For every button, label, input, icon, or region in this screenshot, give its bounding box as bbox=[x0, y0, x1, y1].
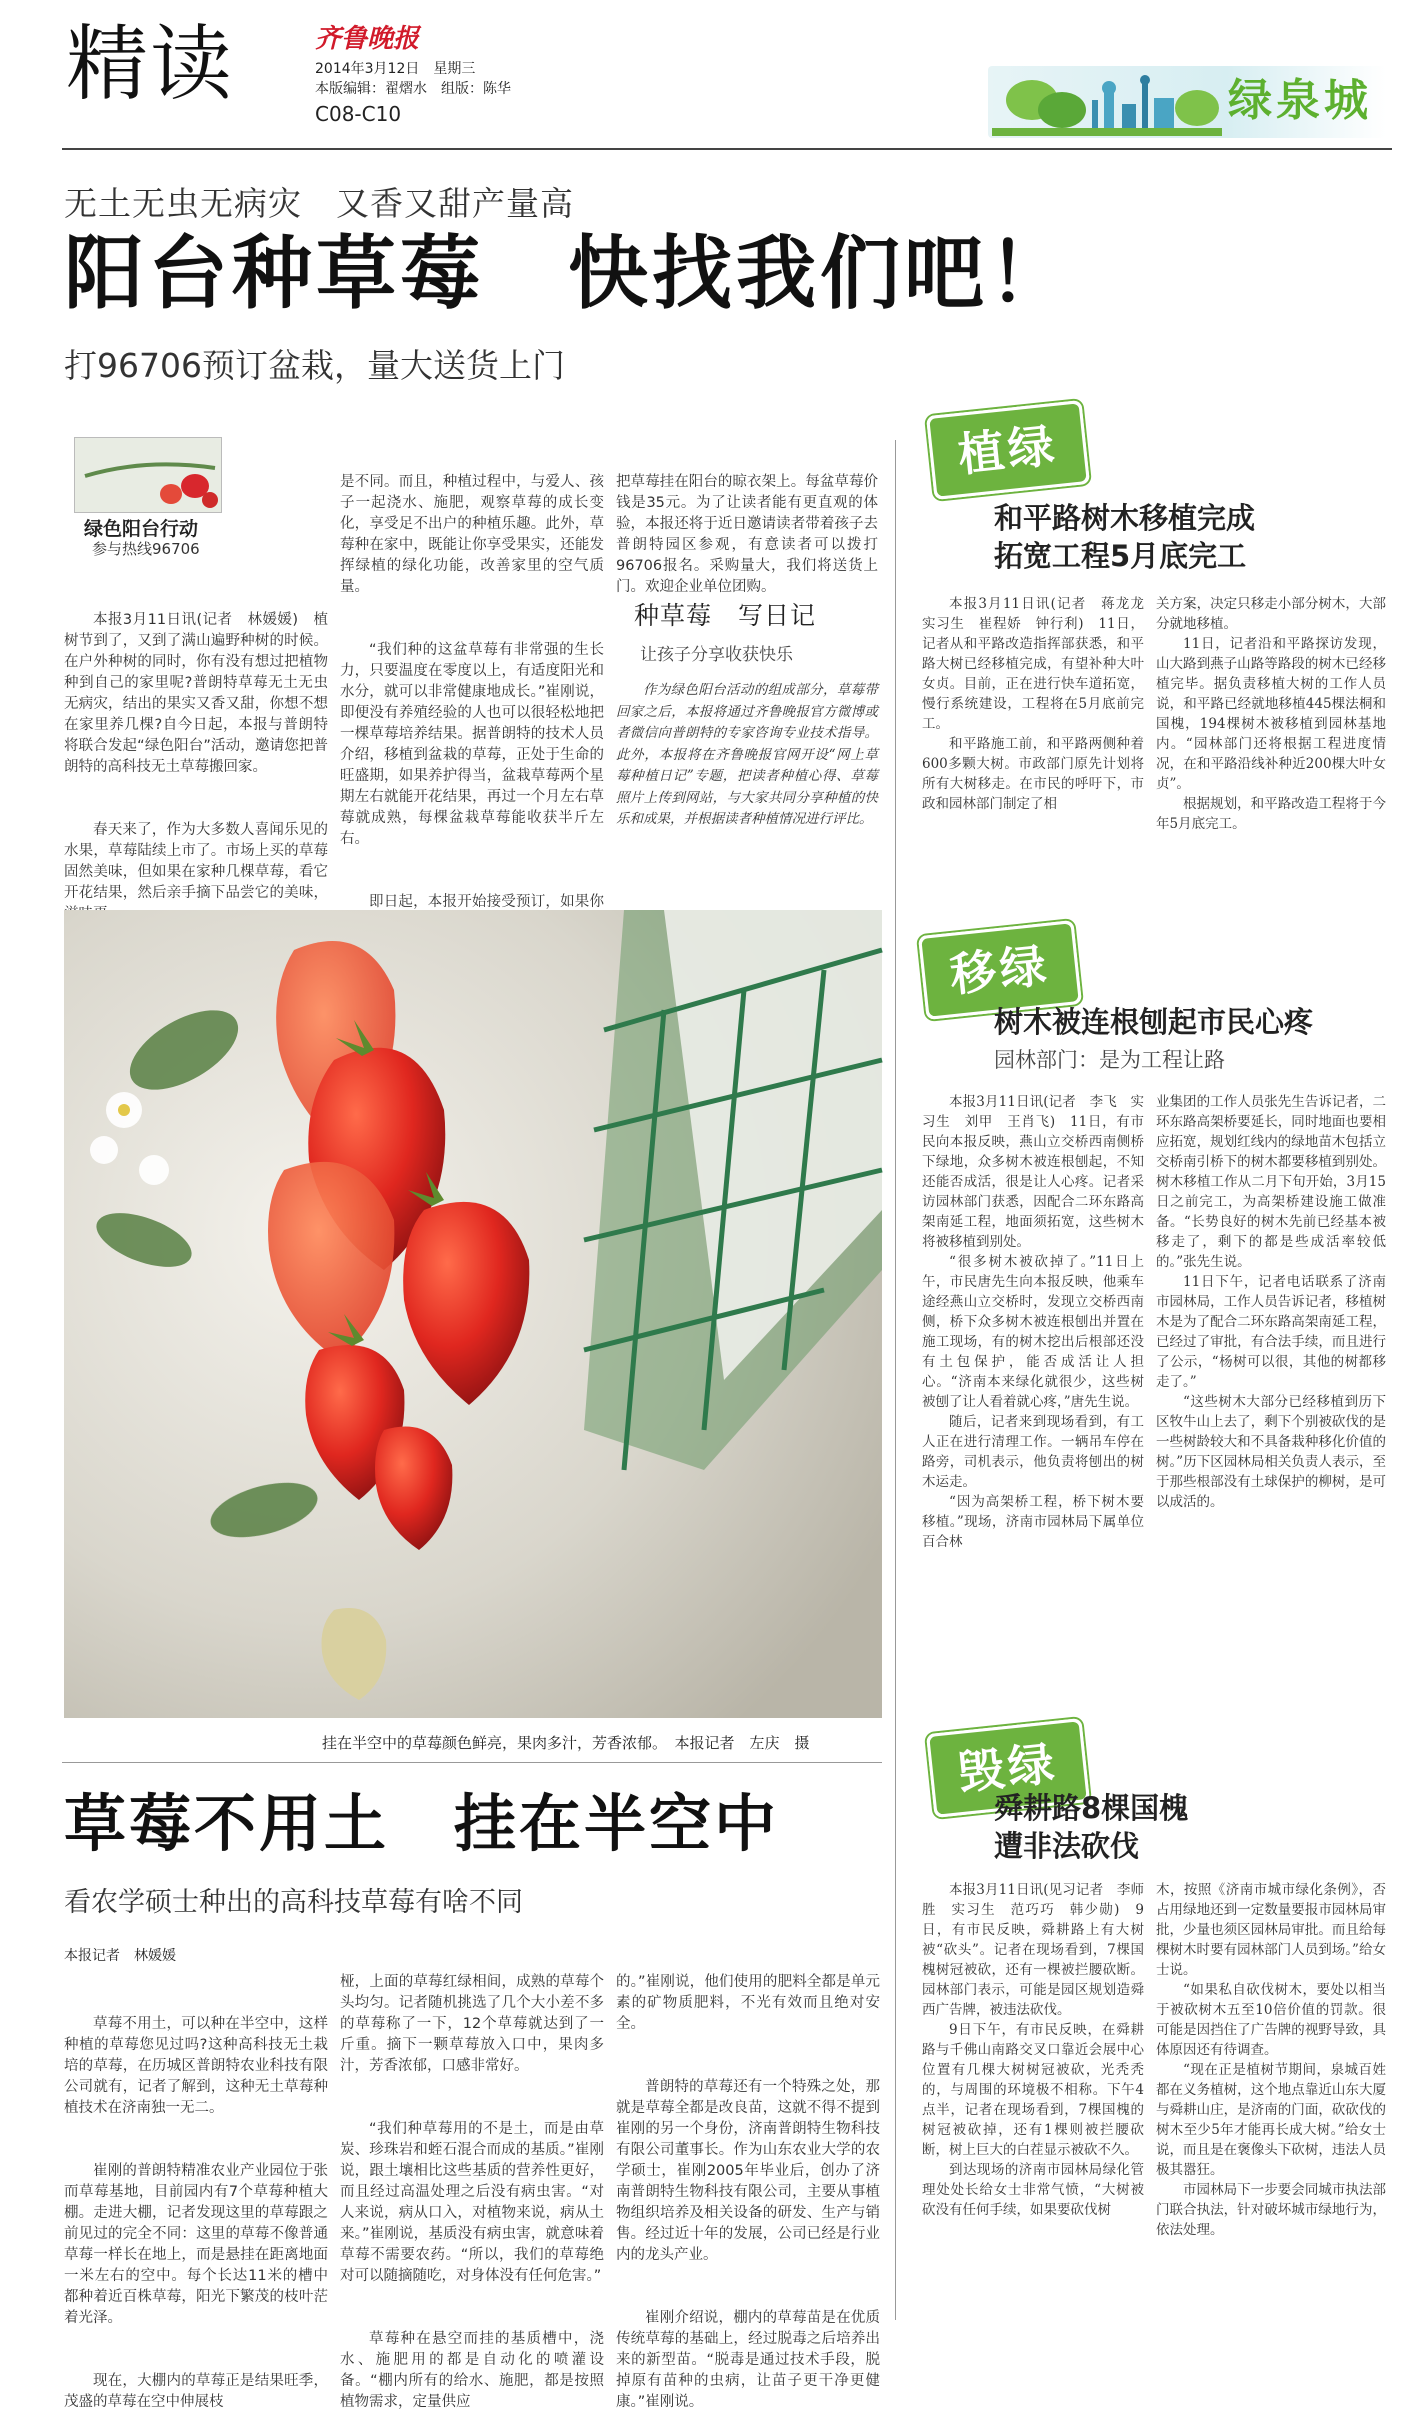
green2-subhead: 园林部门：是为工程让路 bbox=[994, 1048, 1225, 1072]
green1-headline-1: 和平路树木移植完成 bbox=[994, 501, 1256, 535]
paragraph: 草莓种在悬空而挂的基质槽中，浇水、施肥用的都是自动化的喷灌设备。“棚内所有的给水、施肥，都是按照植物需求，定量供应 bbox=[340, 2331, 604, 2410]
masthead-rule bbox=[62, 148, 1392, 150]
paragraph: 11日，记者沿和平路探访发现，山大路到燕子山路等路段的树木已经移植完毕。据负责移植大树的工作人员说，和平路已经就地移植445棵法桐和国槐，194棵树木被移植到园林基地内。“园林部门还将根据工程进度情况，在和平路沿线补种近200棵大叶女贞”。 bbox=[1156, 636, 1386, 792]
section-title: 精读 bbox=[66, 17, 235, 112]
promo-subtitle: 参与热线96706 bbox=[92, 540, 200, 558]
city-skyline-icon bbox=[992, 70, 1222, 136]
badge-planting bbox=[926, 400, 1090, 500]
lead-column-1 bbox=[64, 568, 328, 901]
paragraph: “如果私自砍伐树木，要处以相当于被砍树木五至10倍价值的罚款。很可能是因挡住了广告牌的视野导致，具体原因还有待调查。 bbox=[1156, 1982, 1386, 2058]
paragraph: 业集团的工作人员张先生告诉记者，二环东路高架桥要延长，同时地面也要相应拓宽，规划红线内的绿地苗木包括立交桥南引桥下的树木都要移植到别处。树木移植工作从二月下旬开始，3月15日之前完工，为高架桥建设施工做准备。“长势良好的树木先前已经基本被移走了，剩下的都是些成活率较低的。”张先生说。 bbox=[1156, 1094, 1386, 1270]
sidebar-box-subtitle: 让孩子分享收获快乐 bbox=[640, 645, 793, 665]
feature-column-1 bbox=[64, 1972, 328, 2410]
paragraph: 9日下午，有市民反映，在舜耕路与千佛山南路交叉口靠近会展中心位置有几棵大树树冠被砍，光秃秃的，与周围的环境极不相称。下午4点半，记者在现场看到，7棵国槐的树冠被砍掉，还有1棵则被拦腰砍断，树上巨大的白茬显示被砍不久。 bbox=[922, 2022, 1144, 2158]
lead-column-3 bbox=[616, 430, 878, 595]
feature-top-rule bbox=[62, 1762, 882, 1763]
feature-column-2 bbox=[340, 1930, 604, 2410]
green3-column-1 bbox=[922, 1880, 1144, 2372]
column-divider bbox=[895, 440, 896, 2320]
page-range: C08-C10 bbox=[315, 102, 402, 126]
paragraph: 关方案，决定只移走小部分树木，大部分就地移植。 bbox=[1156, 596, 1386, 632]
badge-planting-label: 植绿 bbox=[929, 403, 1086, 496]
feature-byline: 本报记者 林媛媛 bbox=[64, 1948, 176, 1964]
lead-deck: 打96706预订盆栽，量大送货上门 bbox=[64, 346, 565, 385]
paragraph: “很多树木被砍掉了。”11日上午，市民唐先生向本报反映，他乘车途经燕山立交桥时，发现立交桥西南侧，桥下众多树木被连根刨出并置在施工现场，有的树木挖出后根部还没有土包保护，能否成活让人担心。“济南本来绿化就很少，这些树被刨了让人看着就心疼，”唐先生说。 bbox=[922, 1254, 1144, 1410]
paragraph: “现在正是植树节期间，泉城百姓都在义务植树，这个地点靠近山东大厦与舜耕山庄，是济南的门面，砍砍伐的树木至少5年才能再长成大树。”给女士说，而且是在褒像头下砍树，违法人员极其嚣狂。 bbox=[1156, 2062, 1386, 2178]
column-banner-text: 绿泉城 bbox=[1228, 75, 1372, 126]
paragraph: 是不同。而且，种植过程中，与爱人、孩子一起浇水、施肥，观察草莓的成长变化，享受足不出户的种植乐趣。此外，草莓种在家中，既能让你享受果实，还能发挥绿植的绿化功能，改善家里的空气质量。 bbox=[340, 474, 604, 595]
green1-column-2 bbox=[1156, 594, 1386, 910]
paragraph: 到达现场的济南市园林局绿化管理处处长给女士非常气愤，“大树被砍没有任何手续，如果要砍伐树 bbox=[922, 2162, 1144, 2218]
badge-relocating-label: 移绿 bbox=[921, 923, 1078, 1016]
paragraph: 草莓不用土，可以种在半空中，这样种植的草莓您见过吗?这种高科技无土栽培的草莓，在历城区普朗特农业科技有限公司就有，记者了解到，这种无土草莓种植技术在济南独一无二。 bbox=[64, 2016, 328, 2116]
promo-image bbox=[74, 437, 222, 513]
lead-kicker: 无土无虫无病灾 又香又甜产量高 bbox=[64, 184, 574, 223]
feature-deck: 看农学硕士种出的高科技草莓有啥不同 bbox=[64, 1887, 523, 1918]
feature-headline: 草莓不用土 挂在半空中 bbox=[64, 1787, 780, 1860]
green2-column-1 bbox=[922, 1092, 1144, 1676]
paragraph: “因为高架桥工程，桥下树木要移植。”现场，济南市园林局下属单位百合林 bbox=[922, 1494, 1144, 1550]
paragraph: 现在，大棚内的草莓正是结果旺季，茂盛的草莓在空中伸展枝 bbox=[64, 2373, 328, 2410]
paragraph: 11日下午，记者电话联系了济南市园林局，工作人员告诉记者，移植树木是为了配合二环东路高架南延工程，已经过了审批，有合法手续，而且进行了公示，“杨树可以很，其他的树都移走了。” bbox=[1156, 1274, 1386, 1390]
paragraph: 普朗特的草莓还有一个特殊之处，那就是草莓全都是改良苗，这就不得不提到崔刚的另一个身份，济南普朗特生物科技有限公司董事长。作为山东农业大学的农学硕士，崔刚2005年毕业后，创办了济南普朗特生物科技有限公司，主要从事植物组织培养及相关设备的研发、生产与销售。经过近十年的发展，公司已经是行业内的龙头产业。 bbox=[616, 2079, 880, 2263]
green1-headline-2: 拓宽工程5月底完工 bbox=[994, 539, 1247, 573]
photo-caption: 挂在半空中的草莓颜色鲜亮，果肉多汁，芳香浓郁。 本报记者 左庆 摄 bbox=[322, 1734, 810, 1752]
paragraph: “我们种草莓用的不是土，而是由草炭、珍珠岩和蛭石混合而成的基质。”崔刚说，跟土壤相比这些基质的营养性更好，而且经过高温处理之后没有病虫害。“对人来说，病从口入，对植物来说，病从土来。”崔刚说，基质没有病虫害，就意味着草莓不需要农药。“所以，我们的草莓绝对可以随摘随吃，对身体没有任何危害。” bbox=[340, 2121, 604, 2284]
paragraph: 崔刚介绍说，棚内的草莓苗是在优质传统草莓的基础上，经过脱毒之后培养出来的新型苗。“脱毒是通过技术手段，脱掉原有苗种的虫病，让苗子更干净更健康。”崔刚说。 bbox=[616, 2310, 880, 2410]
promo-title: 绿色阳台行动 bbox=[84, 518, 199, 540]
green3-headline-1: 舜耕路8棵国槐 bbox=[994, 1791, 1189, 1825]
paragraph: 的。”崔刚说，他们使用的肥料全都是单元素的矿物质肥料，不光有效而且绝对安全。 bbox=[616, 1974, 880, 2032]
green2-column-2 bbox=[1156, 1092, 1386, 1676]
paragraph: 木，按照《济南市城市绿化条例》，否占用绿地还到一定数量要报市园林局审批，少量也须区园林局审批。而且给每棵树木时要有园林部门人员到场。”给女士说。 bbox=[1156, 1882, 1386, 1978]
date-line: 2014年3月12日 星期三 bbox=[315, 61, 476, 77]
paper-name: 齐鲁晚报 bbox=[315, 24, 420, 54]
editor-line: 本版编辑：翟熠水 组版：陈华 bbox=[315, 81, 511, 97]
paragraph: 即日起，本报开始接受预订，如果你 bbox=[369, 894, 604, 910]
sidebar-box-text: 作为绿色阳台活动的组成部分，草莓带回家之后，本报将通过齐鲁晚报官方微博或者微信向普朗特的专家咨询专业技术指导。此外，本报将在齐鲁晚报官网开设“网上草莓种植日记”专题，把读者种植心得、草莓照片上传到网站，与大家共同分享种植的快乐和成果，并根据读者种植情况进行评比。 bbox=[616, 682, 878, 827]
paragraph: 本报3月11日讯(记者 李飞 实习生 刘甲 王肖飞) 11日，有市民向本报反映，燕山立交桥西南侧桥下绿地，众多树木被连根刨起，不知还能否成活，很是让人心疼。记者采访园林部门获悉，因配合二环东路高架南延工程，地面须拓宽，这些树木将被移植到别处。 bbox=[922, 1094, 1144, 1250]
feature-column-3 bbox=[616, 1930, 880, 2410]
lead-column-2 bbox=[340, 430, 604, 910]
sidebar-box-title: 种草莓 写日记 bbox=[634, 601, 817, 630]
paragraph: “我们种的这盆草莓有非常强的生长力，只要温度在零度以上，有适度阳光和水分，就可以非常健康地成长。”崔刚说，即便没有养殖经验的人也可以很轻松地把一棵草莓培养结果。据普朗特的技术人员介绍，移植到盆栽的草莓，正处于生命的旺盛期，如果养护得当，盆栽草莓两个星期左右就能开花结果，再过一个月左右草莓就成熟，每棵盆栽草莓能收获半斤左右。 bbox=[340, 642, 604, 847]
paragraph: 随后，记者来到现场看到，有工人正在进行清理工作。一辆吊车停在路旁，司机表示，他负责将刨出的树木运走。 bbox=[922, 1414, 1144, 1490]
paragraph: 和平路施工前，和平路两侧种着600多颗大树。市政部门原先计划将所有大树移走。在市民的呼吁下，市政和园林部门制定了相 bbox=[922, 736, 1144, 812]
green3-column-2 bbox=[1156, 1880, 1386, 2372]
paragraph: 崔刚的普朗特精准农业产业园位于张而草莓基地，目前园内有7个草莓种植大棚。走进大棚，记者发现这里的草莓跟之前见过的完全不同：这里的草莓不像普通草莓一样长在地上，而是悬挂在距离地面一米左右的空中。每个长达11米的槽中都种着近百株草莓，阳光下繁茂的枝叶茫着光泽。 bbox=[64, 2163, 328, 2326]
hanging-strawberries-image bbox=[64, 910, 882, 1718]
paragraph: 本报3月11日讯(记者 蒋龙龙 实习生 崔程娇 钟行利) 11日，记者从和平路改造指挥部获悉，和平路大树已经移植完成，有望补种大叶女贞。目前，正在进行快车道拓宽，慢行系统建设，工程将在5月底前完工。 bbox=[922, 596, 1158, 732]
green3-headline-2: 遭非法砍伐 bbox=[994, 1829, 1140, 1863]
paragraph: 把草莓挂在阳台的晾衣架上。每盆草莓价钱是35元。为了让读者能有更直观的体验，本报还将于近日邀请读者带着孩子去普朗特园区参观，有意读者可以拨打96706报名。采购量大，我们将送货上门。欢迎企业单位团购。 bbox=[616, 474, 878, 595]
paragraph: 市园林局下一步要会同城市执法部门联合执法，针对破坏城市绿地行为，依法处理。 bbox=[1156, 2182, 1386, 2238]
column-banner bbox=[988, 66, 1386, 138]
badge-destroying-label: 毁绿 bbox=[929, 1721, 1086, 1814]
strawberry-photo bbox=[64, 910, 882, 1718]
strawberry-thumb-icon bbox=[75, 438, 221, 512]
paragraph: 本报3月11日讯(记者 林媛媛) 植树节到了，又到了满山遍野种树的时候。在户外种树的同时，你有没有想过把植物种到自己的家里呢?普朗特草莓无土无虫无病灾，结出的果实又香又甜，你想不想在家里养几棵?自今日起，本报与普朗特将联合发起“绿色阳台”活动，邀请您把普朗特的高科技无土草莓搬回家。 bbox=[64, 612, 328, 775]
paragraph: 桠，上面的草莓红绿相间，成熟的草莓个头均匀。记者随机挑选了几个大小差不多的草莓称了一下，12个草莓就达到了一斤重。摘下一颗草莓放入口中，果肉多汁，芳香浓郁，口感非常好。 bbox=[340, 1974, 604, 2074]
lead-headline: 阳台种草莓 快找我们吧！ bbox=[64, 227, 1072, 320]
green2-headline: 树木被连根刨起市民心疼 bbox=[994, 1005, 1314, 1039]
paragraph: 春天来了，作为大多数人喜闻乐见的水果，草莓陆续上市了。市场上买的草莓固然美味，但如果在家种几棵草莓，看它开花结果，然后亲手摘下品尝它的美味， bbox=[64, 822, 328, 901]
paragraph: “这些树木大部分已经移植到历下区牧牛山上去了，剩下个别被砍伐的是一些树龄较大和不具备栽种移化价值的树。”历下区园林局相关负责人表示，至于那些根部没有土球保护的柳树，是可以成活的。 bbox=[1156, 1394, 1386, 1510]
paragraph: 本报3月11日讯(见习记者 李师胜 实习生 范巧巧 韩少勋) 9日，有市民反映，舜耕路上有大树被“砍头”。记者在现场看到，7棵国槐树冠被砍，还有一棵被拦腰砍断。园林部门表示，可能是园区规划造舜西广告牌，被违法砍伐。 bbox=[922, 1882, 1144, 2018]
paragraph: 根据规划，和平路改造工程将于今年5月底完工。 bbox=[1156, 796, 1386, 832]
green1-column-1 bbox=[922, 594, 1158, 910]
